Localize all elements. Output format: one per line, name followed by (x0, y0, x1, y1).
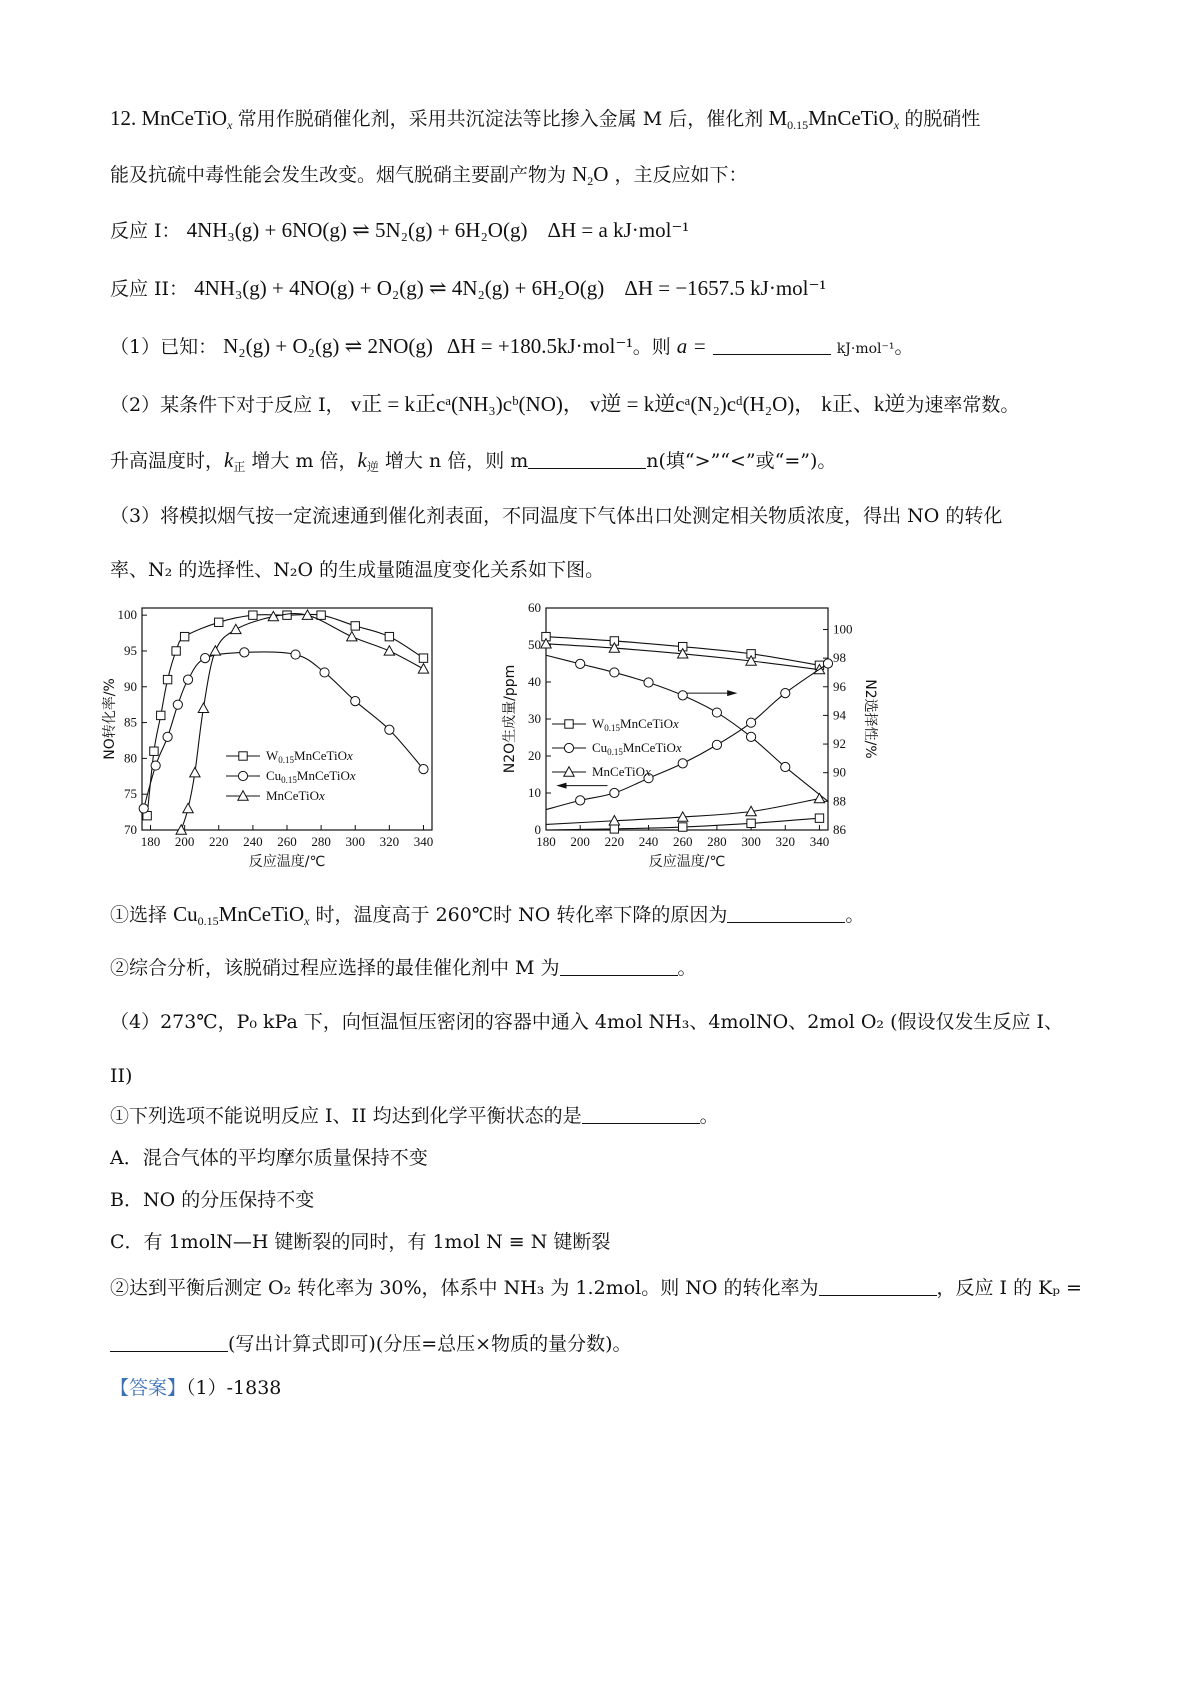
plot-frame (546, 608, 828, 830)
y-left-tick-label: 60 (528, 600, 541, 615)
q3-1-answer-blank[interactable] (727, 902, 845, 923)
data-point (712, 708, 721, 717)
chart-n2o-n2-selectivity (488, 598, 888, 888)
data-point (418, 664, 428, 673)
selectivity-line-2 (546, 655, 828, 801)
data-point (183, 803, 193, 812)
y-left-tick-label: 0 (534, 822, 541, 837)
x-tick-label: 220 (209, 834, 229, 849)
data-point (347, 631, 357, 640)
y-right-tick-label: 90 (833, 764, 846, 780)
y-axis-label: NO转化率/% (102, 678, 118, 760)
data-point (823, 659, 832, 668)
data-point (173, 700, 182, 709)
x-tick-label: 320 (775, 834, 796, 849)
data-point (201, 654, 210, 663)
y-right-tick-label: 88 (833, 793, 846, 809)
data-point (576, 659, 585, 668)
n2o-formula: $N_2O$ (572, 162, 609, 188)
x-tick-label: 260 (672, 834, 693, 849)
q2-answer-blank[interactable] (528, 448, 646, 469)
q4-2b-answer-blank[interactable] (110, 1331, 228, 1352)
x-tick-label: 300 (741, 834, 761, 849)
catalyst-formula: MnCeTiO$_x$ (141, 106, 233, 132)
y-left-tick-label: 50 (528, 637, 541, 652)
data-point (678, 691, 687, 700)
data-point (139, 804, 148, 813)
y-right-tick-label: 96 (833, 678, 846, 694)
y-right-tick-label: 98 (833, 650, 846, 666)
data-point (317, 611, 325, 619)
data-point (419, 765, 428, 774)
y-tick-label: 100 (117, 607, 137, 623)
q4-1-answer-blank[interactable] (582, 1103, 700, 1124)
data-point (576, 796, 585, 805)
intro-text-2: 的脱硝性 (904, 108, 981, 130)
y-tick-label: 95 (124, 642, 137, 658)
legend-entry: $W_{0.15}MnCeTiOx$ (592, 716, 679, 733)
q1-answer-blank[interactable] (713, 334, 831, 355)
option-a: A．混合气体的平均摩尔质量保持不变 (110, 1147, 428, 1169)
x-tick-label: 280 (707, 834, 727, 849)
y-tick-label: 90 (124, 678, 137, 694)
question-3-line-1: （3）将模拟烟气按一定流速通到催化剂表面，不同温度下气体出口处测定相关物质浓度，得出 NO 的转化 (110, 505, 1003, 527)
intro-text-1: 常用作脱硝催化剂，采用共沉淀法等比掺入金属 M 后，催化剂 (237, 108, 764, 130)
data-point (249, 611, 257, 619)
x-tick-label: 320 (379, 834, 400, 849)
x-axis-label: 反应温度/℃ (248, 854, 326, 870)
data-point (180, 632, 188, 640)
x-tick-label: 180 (140, 834, 161, 849)
reaction-2-equation: 4NH₃(g) + 4NO(g) + O₂(g) ⇌ 4N₂(g) + 6H₂O(g) (194, 276, 605, 300)
y-tick-label: 70 (124, 822, 137, 837)
q3-2-answer-blank[interactable] (560, 955, 678, 976)
x-tick-label: 260 (277, 834, 297, 849)
y-right-tick-label: 86 (833, 822, 846, 837)
y-right-tick-label: 94 (833, 707, 846, 723)
arrow-head-right (727, 690, 737, 696)
question-4-sub-2-line-2: (写出计算式即可)(分压=总压×物质的量分数)。 (110, 1330, 632, 1358)
question-3-sub-2: ②综合分析，该脱硝过程应选择的最佳催化剂中 M 为 。 (110, 957, 697, 979)
y-left-tick-label: 20 (528, 748, 541, 763)
x-tick-label: 200 (570, 834, 590, 849)
data-point (163, 732, 172, 741)
question-2-line-2: 升高温度时，$k_正$ 增大 m 倍，$k_逆$ 增大 n 倍，则 m n(填“>”“<”或“=”)。 (110, 448, 837, 474)
n2o-line-2 (546, 664, 828, 810)
legend-marker (239, 752, 247, 760)
legend-entry: MnCeTiOx (266, 788, 325, 803)
x-tick-label: 340 (809, 834, 830, 849)
data-point (610, 788, 619, 797)
answer-tag: 【答案】 (110, 1377, 187, 1399)
intro-line-2: 能及抗硫中毒性能会发生改变。烟气脱硝主要副产物为 $N_2O$ ，主反应如下： (110, 162, 748, 188)
data-point (679, 823, 687, 831)
reaction-2-enthalpy: ΔH = −1657.5 kJ·mol⁻¹ (624, 276, 826, 300)
legend-entry: MnCeTiOx (592, 764, 651, 779)
data-point (150, 747, 158, 755)
y-right-axis-label: N2选择性/% (862, 679, 878, 759)
data-point (231, 624, 241, 633)
data-point (385, 725, 394, 734)
data-point (610, 668, 619, 677)
x-tick-label: 300 (345, 834, 365, 849)
data-point (610, 825, 618, 833)
y-left-axis-label: N2O生成量/ppm (502, 664, 518, 774)
intro-line-1 (110, 104, 980, 133)
data-point (815, 814, 823, 822)
question-number: 12. (110, 106, 137, 130)
data-point (157, 711, 165, 719)
data-point (746, 732, 755, 741)
reaction-2: 反应 II： 4NH₃(g) + 4NO(g) + O₂(g) ⇌ 4N₂(g) + 6H₂O(g) ΔH = −1657.5 kJ·mol⁻¹ (110, 276, 826, 300)
x-tick-label: 220 (604, 834, 625, 849)
data-point (384, 646, 394, 655)
data-point (385, 632, 393, 640)
x-tick-label: 240 (243, 834, 263, 849)
option-c: C．有 1molN—H 键断裂的同时，有 1mol N ≡ N 键断裂 (110, 1231, 611, 1253)
data-point (172, 647, 180, 655)
data-point (240, 648, 249, 657)
reaction-1: 反应 I： 4NH₃(g) + 6NO(g) ⇌ 5N₂(g) + 6H₂O(g) ΔH = a kJ·mol⁻¹ (110, 218, 689, 242)
data-point (747, 819, 755, 827)
legend-marker (238, 771, 247, 780)
q4-2a-answer-blank[interactable] (819, 1275, 937, 1296)
data-point (644, 678, 653, 687)
option-b: B．NO 的分压保持不变 (110, 1189, 315, 1211)
data-point (190, 768, 200, 777)
data-point (151, 761, 160, 770)
data-point (210, 646, 220, 655)
data-point (746, 718, 755, 727)
x-tick-label: 280 (311, 834, 331, 849)
question-4-line-2: II) (110, 1065, 133, 1087)
question-4-sub-2: ②达到平衡后测定 O₂ 转化率为 30%，体系中 NH₃ 为 1.2mol。则 NO 的转化率为 ，反应 I 的 Kₚ = (110, 1277, 1082, 1299)
data-point (781, 689, 790, 698)
question-3-line-2: 率、N₂ 的选择性、N₂O 的生成量随温度变化关系如下图。 (110, 559, 605, 581)
legend-entry: $Cu_{0.15}MnCeTiOx$ (266, 768, 356, 785)
chart-no-conversion (98, 598, 448, 888)
data-point (781, 762, 790, 771)
data-point (712, 740, 721, 749)
reaction-1-equation: 4NH₃(g) + 6NO(g) ⇌ 5N₂(g) + 6H₂O(g) (186, 218, 528, 242)
data-point (198, 703, 208, 712)
arrow-head-left (556, 783, 566, 789)
y-tick-label: 85 (124, 714, 137, 730)
question-3-sub-1: ①选择 $Cu_{0.15}MnCeTiO_x$ 时，温度高于 260℃时 NO 转化率下降的原因为 。 (110, 902, 865, 928)
y-right-tick-label: 92 (833, 736, 846, 752)
data-point (320, 668, 329, 677)
x-axis-label: 反应温度/℃ (648, 854, 726, 870)
x-tick-label: 180 (536, 834, 556, 849)
data-point (291, 650, 300, 659)
legend-marker (565, 720, 573, 728)
data-point (283, 611, 291, 619)
legend-marker (564, 743, 573, 752)
x-tick-label: 240 (638, 834, 659, 849)
data-point (419, 654, 427, 662)
legend-entry: $Cu_{0.15}MnCeTiOx$ (592, 740, 682, 757)
answer (110, 1374, 281, 1402)
question-1: （1）已知： N₂(g) + O₂(g) ⇌ 2NO(g) ΔH = +180.5kJ·mol⁻¹。则 a = kJ·mol⁻¹。 (110, 334, 914, 358)
x-tick-label: 340 (413, 834, 434, 849)
data-point (163, 675, 171, 683)
catalyst-formula-2: $M_{0.15}MnCeTiO_x$ (768, 106, 900, 132)
y-tick-label: 75 (124, 786, 137, 802)
x-tick-label: 200 (174, 834, 195, 849)
data-point (351, 622, 359, 630)
question-4-sub-1: ①下列选项不能说明反应 I、II 均达到化学平衡状态的是 。 (110, 1105, 719, 1127)
data-point (215, 618, 223, 626)
series-line-0 (147, 614, 423, 815)
y-right-tick-label: 100 (833, 621, 853, 637)
y-left-tick-label: 10 (528, 785, 541, 800)
y-left-tick-label: 40 (528, 674, 541, 689)
question-2: （2）某条件下对于反应 I， v正 = k正cᵃ(NH₃)cᵇ(NO)， v逆 = k逆cᵃ(N₂)cᵈ(H₂O)， k正、k逆为速率常数。 (110, 392, 1020, 416)
data-point (351, 696, 360, 705)
reaction-1-enthalpy: ΔH = a kJ·mol⁻¹ (547, 218, 689, 242)
legend-entry: $W_{0.15}MnCeTiOx$ (266, 748, 353, 765)
y-left-tick-label: 30 (528, 711, 541, 726)
data-point (183, 675, 192, 684)
y-tick-label: 80 (124, 750, 137, 766)
question-4-line-1: （4）273℃，P₀ kPa 下，向恒温恒压密闭的容器中通入 4mol NH₃、4molNO、2mol O₂ (假设仅发生反应 I、 (110, 1011, 1064, 1033)
data-point (678, 759, 687, 768)
answer-text: （1）-1838 (186, 1377, 282, 1399)
